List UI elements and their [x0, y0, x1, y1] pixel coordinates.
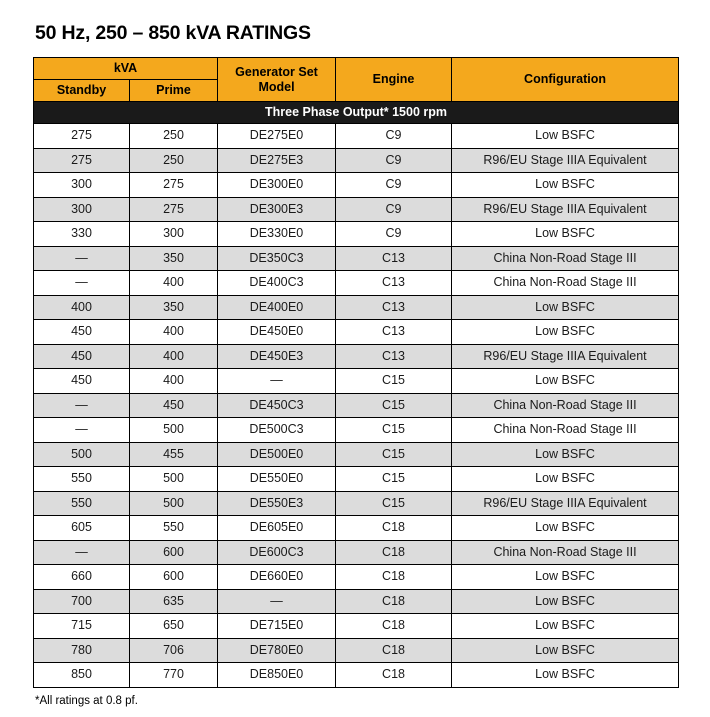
column-header-configuration: Configuration	[452, 58, 679, 102]
cell-model: DE400E0	[218, 295, 336, 320]
cell-standby: 550	[34, 467, 130, 492]
cell-configuration: China Non-Road Stage III	[452, 393, 679, 418]
cell-standby: 400	[34, 295, 130, 320]
cell-standby: —	[34, 271, 130, 296]
table-row	[34, 467, 679, 492]
cell-engine: C15	[336, 467, 452, 492]
cell-prime: 350	[130, 295, 218, 320]
column-header-model-line2: Model	[258, 79, 295, 94]
cell-prime: 450	[130, 393, 218, 418]
cell-configuration: Low BSFC	[452, 173, 679, 198]
cell-configuration: Low BSFC	[452, 320, 679, 345]
cell-model: DE400C3	[218, 271, 336, 296]
cell-configuration: China Non-Road Stage III	[452, 271, 679, 296]
column-header-model	[218, 58, 336, 102]
cell-prime: 400	[130, 320, 218, 345]
cell-engine: C18	[336, 516, 452, 541]
cell-model: DE550E0	[218, 467, 336, 492]
cell-model: DE450E3	[218, 344, 336, 369]
cell-standby: —	[34, 246, 130, 271]
table-row	[34, 148, 679, 173]
cell-model: DE715E0	[218, 614, 336, 639]
table-body	[34, 102, 679, 688]
cell-prime: 500	[130, 491, 218, 516]
cell-prime: 770	[130, 663, 218, 688]
table-row	[34, 442, 679, 467]
cell-prime: 275	[130, 173, 218, 198]
cell-engine: C9	[336, 173, 452, 198]
cell-standby: 550	[34, 491, 130, 516]
cell-prime: 400	[130, 344, 218, 369]
cell-engine: C9	[336, 197, 452, 222]
cell-model: DE300E3	[218, 197, 336, 222]
cell-configuration: R96/EU Stage IIIA Equivalent	[452, 491, 679, 516]
cell-engine: C9	[336, 148, 452, 173]
table-row	[34, 614, 679, 639]
table-footnote: *All ratings at 0.8 pf.	[35, 694, 138, 707]
table-row	[34, 344, 679, 369]
table-row	[34, 320, 679, 345]
cell-prime: 650	[130, 614, 218, 639]
cell-model: DE275E0	[218, 124, 336, 149]
table-row	[34, 124, 679, 149]
cell-configuration: Low BSFC	[452, 222, 679, 247]
cell-standby: 275	[34, 124, 130, 149]
cell-model: DE660E0	[218, 565, 336, 590]
cell-configuration: Low BSFC	[452, 638, 679, 663]
cell-model: DE780E0	[218, 638, 336, 663]
section-header-label: Three Phase Output* 1500 rpm	[34, 102, 679, 124]
cell-configuration: R96/EU Stage IIIA Equivalent	[452, 197, 679, 222]
cell-configuration: R96/EU Stage IIIA Equivalent	[452, 148, 679, 173]
table-row	[34, 663, 679, 688]
cell-engine: C15	[336, 442, 452, 467]
cell-model: DE605E0	[218, 516, 336, 541]
cell-engine: C15	[336, 418, 452, 443]
cell-configuration: Low BSFC	[452, 369, 679, 394]
cell-prime: 500	[130, 418, 218, 443]
cell-prime: 250	[130, 124, 218, 149]
cell-prime: 600	[130, 565, 218, 590]
cell-engine: C15	[336, 491, 452, 516]
cell-model: DE500E0	[218, 442, 336, 467]
ratings-table	[33, 57, 679, 688]
table-row	[34, 173, 679, 198]
cell-configuration: Low BSFC	[452, 442, 679, 467]
cell-engine: C18	[336, 565, 452, 590]
page-title: 50 Hz, 250 – 850 kVA RATINGS	[35, 22, 311, 44]
cell-model: DE550E3	[218, 491, 336, 516]
cell-standby: 605	[34, 516, 130, 541]
table-row	[34, 197, 679, 222]
cell-model: DE500C3	[218, 418, 336, 443]
cell-prime: 275	[130, 197, 218, 222]
cell-standby: 300	[34, 197, 130, 222]
cell-engine: C13	[336, 295, 452, 320]
cell-standby: 330	[34, 222, 130, 247]
cell-standby: 300	[34, 173, 130, 198]
cell-engine: C13	[336, 246, 452, 271]
table-row	[34, 638, 679, 663]
table-row	[34, 491, 679, 516]
cell-engine: C18	[336, 540, 452, 565]
cell-model: DE850E0	[218, 663, 336, 688]
column-header-kva: kVA	[34, 58, 218, 80]
cell-model: DE275E3	[218, 148, 336, 173]
cell-prime: 400	[130, 271, 218, 296]
cell-model: DE450E0	[218, 320, 336, 345]
table-row	[34, 393, 679, 418]
cell-standby: 275	[34, 148, 130, 173]
cell-engine: C15	[336, 393, 452, 418]
cell-standby: —	[34, 540, 130, 565]
column-header-engine: Engine	[336, 58, 452, 102]
cell-prime: 550	[130, 516, 218, 541]
table-row	[34, 565, 679, 590]
cell-model: DE350C3	[218, 246, 336, 271]
cell-standby: 500	[34, 442, 130, 467]
cell-engine: C13	[336, 320, 452, 345]
cell-prime: 250	[130, 148, 218, 173]
cell-configuration: Low BSFC	[452, 589, 679, 614]
cell-configuration: Low BSFC	[452, 565, 679, 590]
cell-prime: 500	[130, 467, 218, 492]
cell-model: —	[218, 369, 336, 394]
table-row	[34, 222, 679, 247]
cell-prime: 635	[130, 589, 218, 614]
cell-configuration: China Non-Road Stage III	[452, 246, 679, 271]
cell-standby: 450	[34, 344, 130, 369]
column-header-standby: Standby	[34, 80, 130, 102]
cell-engine: C18	[336, 589, 452, 614]
cell-configuration: Low BSFC	[452, 614, 679, 639]
cell-configuration: China Non-Road Stage III	[452, 418, 679, 443]
cell-standby: 715	[34, 614, 130, 639]
cell-engine: C13	[336, 271, 452, 296]
cell-prime: 600	[130, 540, 218, 565]
cell-standby: 660	[34, 565, 130, 590]
cell-engine: C13	[336, 344, 452, 369]
table-row	[34, 418, 679, 443]
table-row	[34, 271, 679, 296]
cell-configuration: Low BSFC	[452, 124, 679, 149]
cell-standby: 780	[34, 638, 130, 663]
table-head	[34, 58, 679, 102]
cell-prime: 400	[130, 369, 218, 394]
table-row	[34, 246, 679, 271]
cell-standby: 700	[34, 589, 130, 614]
header-row-group	[34, 58, 679, 80]
cell-engine: C18	[336, 614, 452, 639]
cell-configuration: Low BSFC	[452, 467, 679, 492]
cell-engine: C18	[336, 663, 452, 688]
cell-engine: C9	[336, 222, 452, 247]
cell-standby: —	[34, 393, 130, 418]
table-row	[34, 516, 679, 541]
table-row	[34, 540, 679, 565]
table-row	[34, 295, 679, 320]
cell-configuration: China Non-Road Stage III	[452, 540, 679, 565]
cell-standby: 450	[34, 320, 130, 345]
cell-engine: C18	[336, 638, 452, 663]
table-row	[34, 589, 679, 614]
column-header-model-line1: Generator Set	[235, 64, 318, 79]
table-row	[34, 369, 679, 394]
cell-model: DE330E0	[218, 222, 336, 247]
cell-configuration: R96/EU Stage IIIA Equivalent	[452, 344, 679, 369]
cell-model: DE600C3	[218, 540, 336, 565]
cell-configuration: Low BSFC	[452, 516, 679, 541]
cell-standby: 450	[34, 369, 130, 394]
cell-prime: 455	[130, 442, 218, 467]
cell-prime: 300	[130, 222, 218, 247]
cell-standby: —	[34, 418, 130, 443]
cell-engine: C9	[336, 124, 452, 149]
cell-configuration: Low BSFC	[452, 295, 679, 320]
cell-standby: 850	[34, 663, 130, 688]
cell-model: DE300E0	[218, 173, 336, 198]
cell-prime: 350	[130, 246, 218, 271]
cell-model: —	[218, 589, 336, 614]
section-header-row	[34, 102, 679, 124]
cell-prime: 706	[130, 638, 218, 663]
cell-configuration: Low BSFC	[452, 663, 679, 688]
cell-model: DE450C3	[218, 393, 336, 418]
column-header-prime: Prime	[130, 80, 218, 102]
cell-engine: C15	[336, 369, 452, 394]
